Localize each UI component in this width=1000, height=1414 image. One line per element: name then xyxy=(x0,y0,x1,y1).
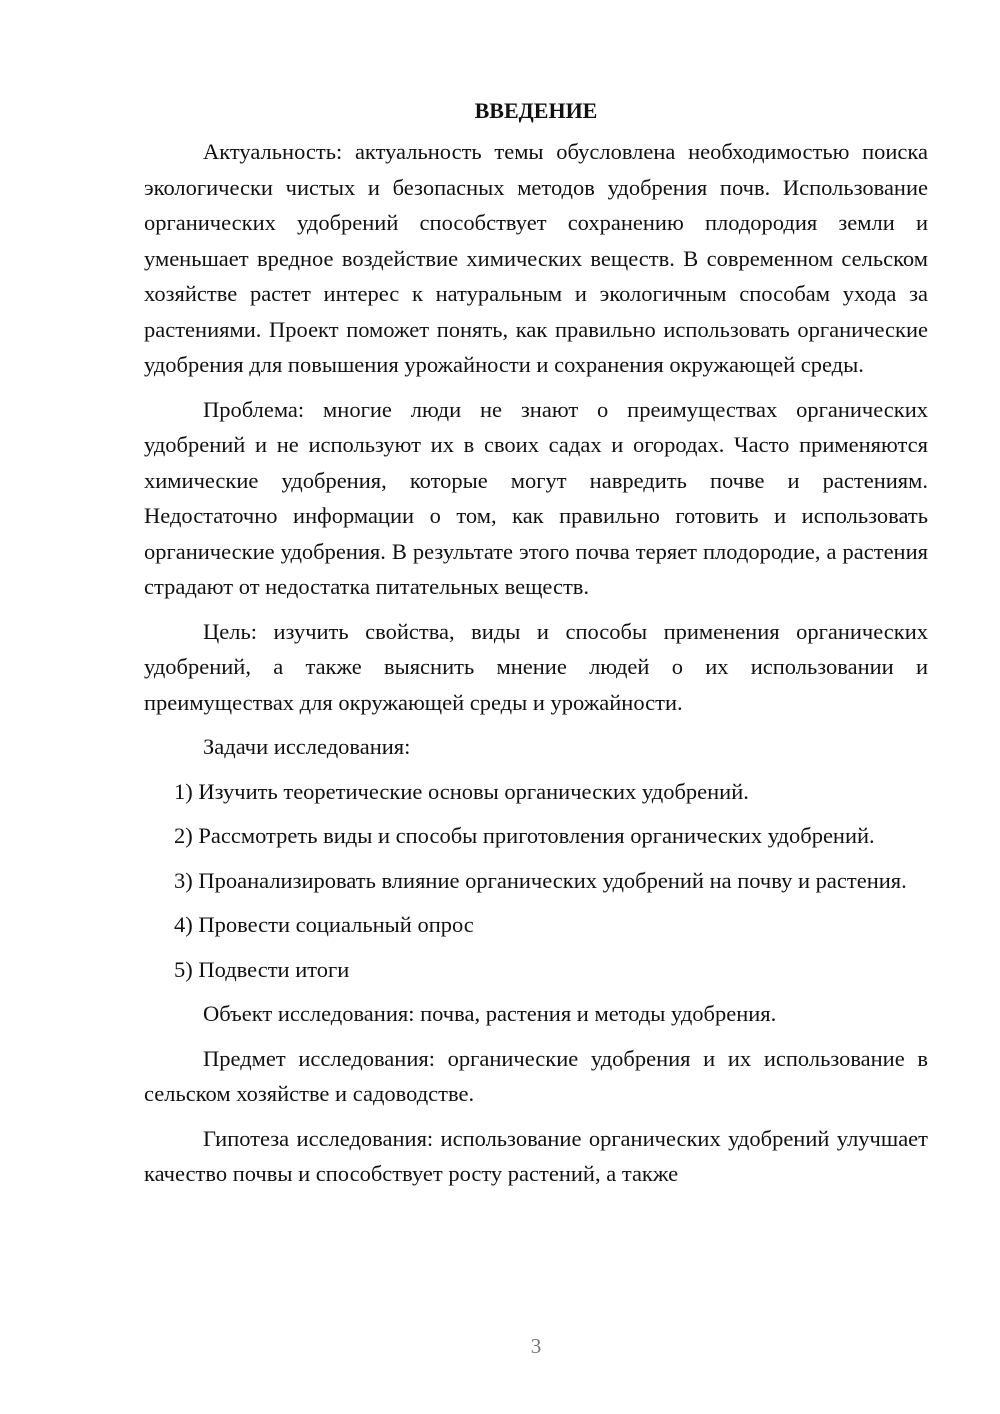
task-item-4: 4) Провести социальный опрос xyxy=(174,912,474,937)
tasks-heading: Задачи исследования: xyxy=(203,734,411,759)
task-item-1: 1) Изучить теоретические основы органических удобрений. xyxy=(174,778,749,804)
document-body xyxy=(144,94,928,1201)
task-item-5: 5) Подвести итоги xyxy=(174,956,350,982)
hypothesis-paragraph: Гипотеза исследования: использование органических удобрений улучшает качество почвы и способствует росту растений, а также xyxy=(144,1125,928,1186)
subject-paragraph: Предмет исследования: органические удобрения и их использование в сельском хозяйстве и садоводстве. xyxy=(144,1045,928,1106)
object-paragraph: Объект исследования: почва, растения и методы удобрения. xyxy=(203,1001,777,1026)
task-item-3: 3) Проанализировать влияние органических удобрений на почву и растения. xyxy=(174,867,907,893)
problem-paragraph: Проблема: многие люди не знают о преимуществах органических удобрений и не используют их в своих садах и огородах. Часто применяются химические удобрения, которые могут навредить почве и растениям. Недостаточно информации о том, как правильно готовить и использовать органические удобрения. В результате этого почва теряет плодородие, а растения страдают от недостатка питательных веществ. xyxy=(144,396,928,599)
task-item-2: 2) Рассмотреть виды и способы приготовления органических удобрений. xyxy=(174,823,875,848)
page-number: 3 xyxy=(530,1334,542,1358)
goal-paragraph: Цель: изучить свойства, виды и способы применения органических удобрений, а также выяснить мнение людей о их использовании и преимуществах для окружающей среды и урожайности. xyxy=(144,618,928,715)
section-title: ВВЕДЕНИЕ xyxy=(474,98,598,123)
relevance-paragraph: Актуальность: актуальность темы обусловлена необходимостью поиска экологически чистых и безопасных методов удобрения почв. Использование органических удобрений способствует сохранению плодородия земли и уменьшает вредное воздействие химических веществ. В современном сельском хозяйстве растет интерес к натуральным и экологичным способам ухода за растениями. Проект поможет понять, как правильно использовать органические удобрения для повышения урожайности и сохранения окружающей среды. xyxy=(144,139,928,377)
